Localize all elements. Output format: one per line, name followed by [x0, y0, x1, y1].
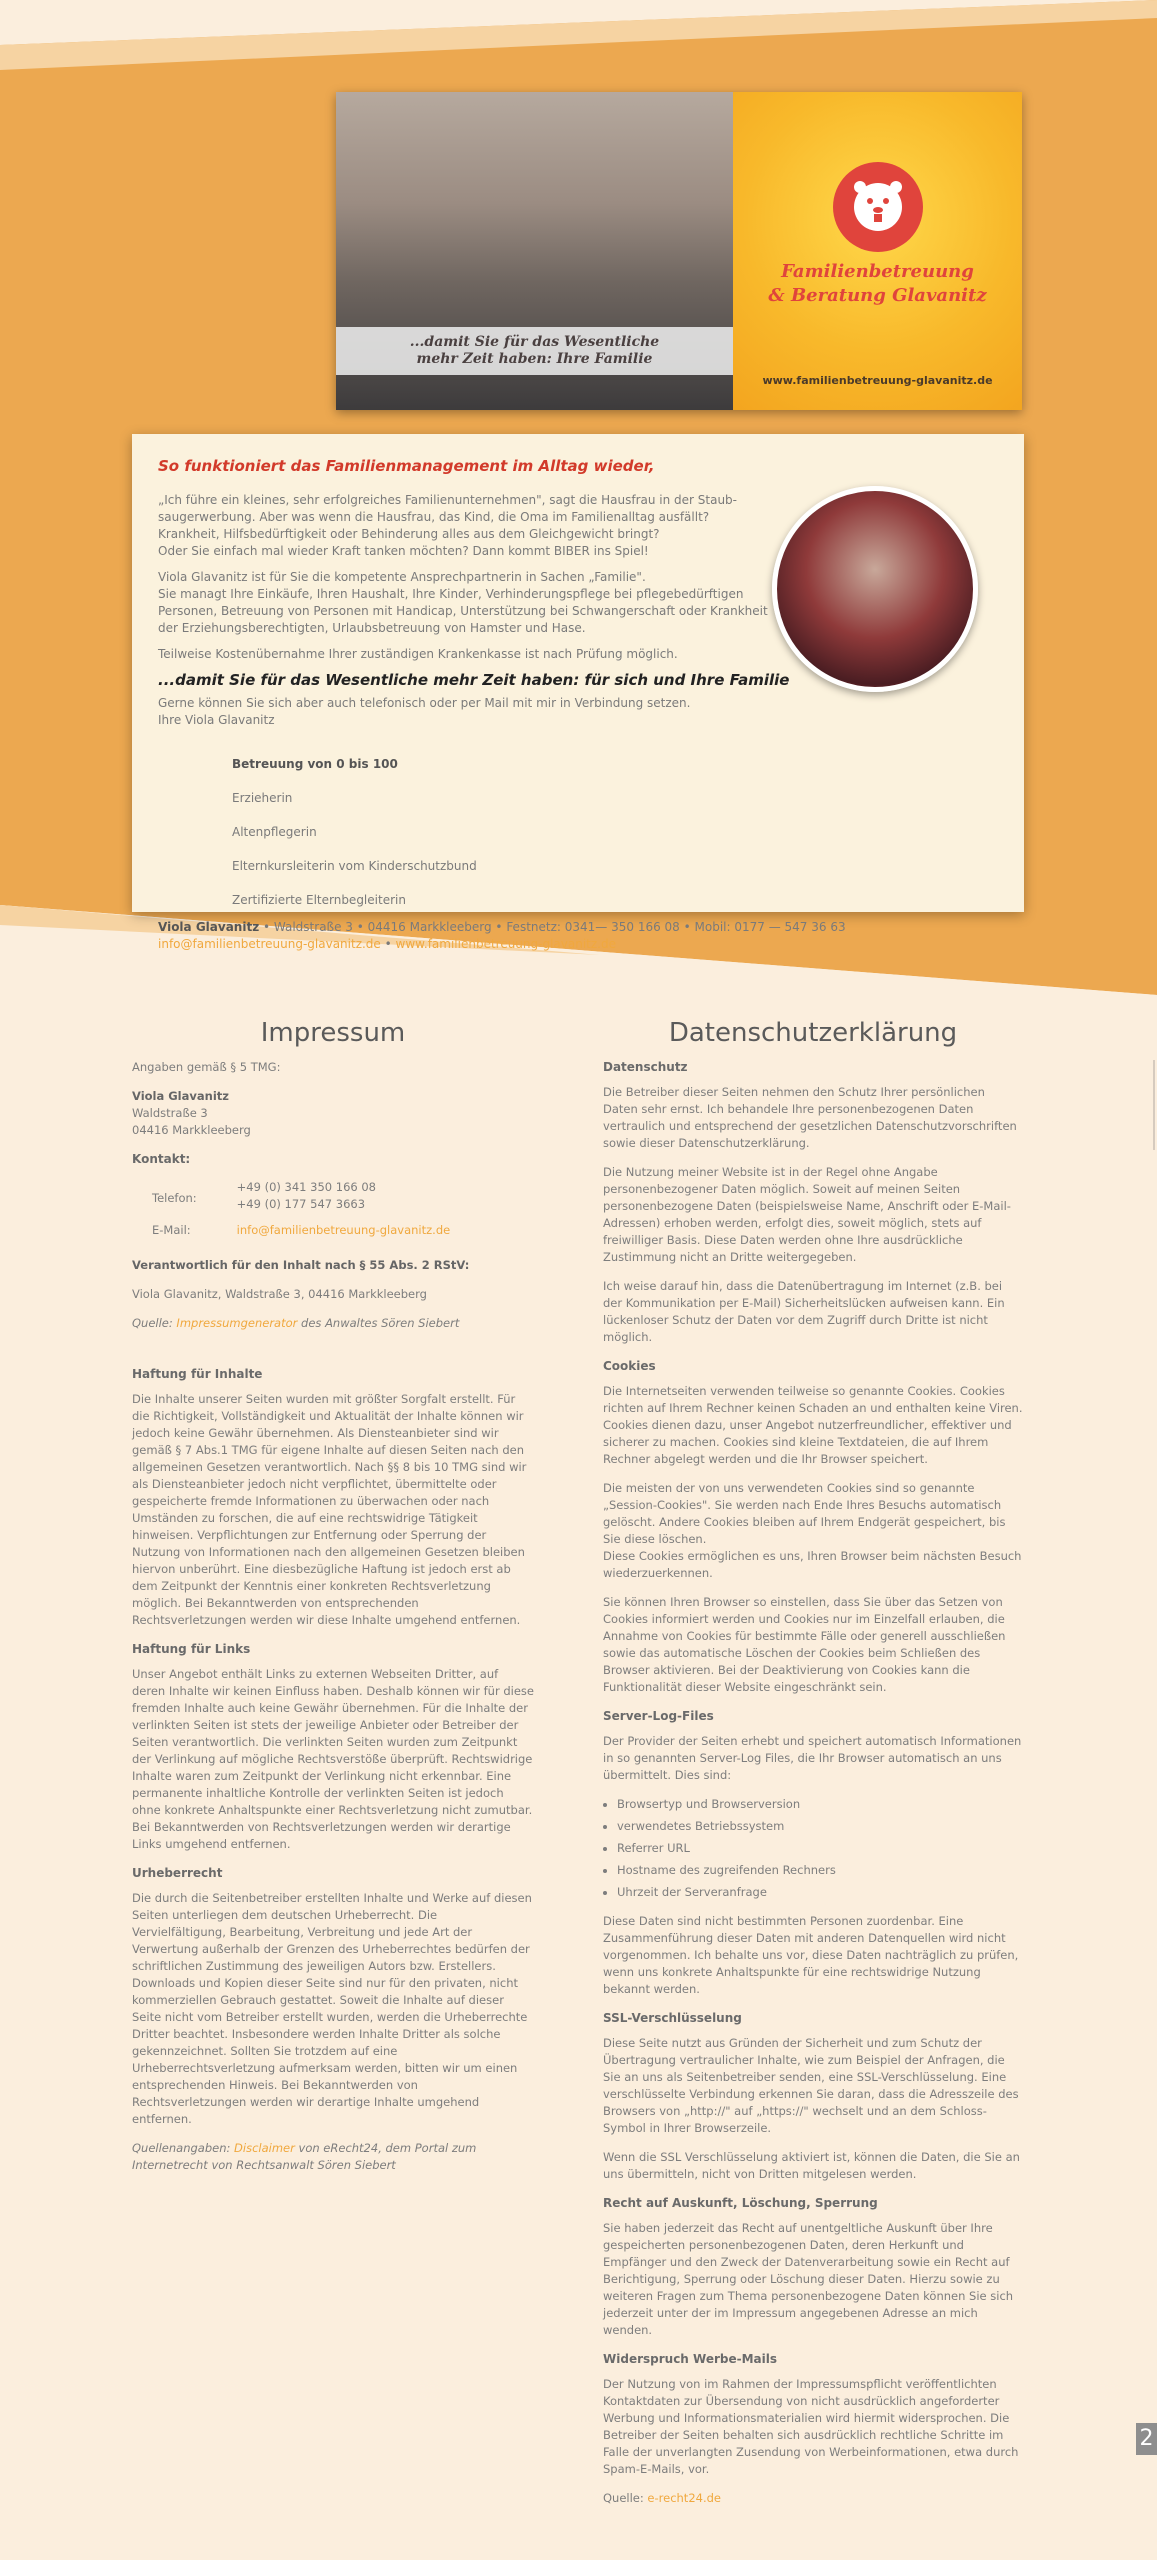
quelle-prefix: Quelle: — [132, 1316, 177, 1330]
server-log-heading: Server-Log-Files — [603, 1709, 714, 1723]
photo-caption: ...damit Sie für das Wesentliche mehr Zeit haben: Ihre Familie — [336, 327, 733, 375]
haftung-inhalte-text: Die Inhalte unserer Seiten wurden mit größter Sorgfalt erstellt. Für die Richtigkeit, Vollständigkeit und Aktualität der Inhalte können wir jedoch keine Gewähr übernehmen. Als Diensteanbieter sind wir gemäß § 7 Abs.1 TMG für eigene Inhalte auf diesen Seiten nach den allgemeinen Gesetzen verantwortlich. Nach §§ 8 bis 10 TMG sind wir als Diensteanbieter jedoch nicht verpflichtet, übermittelte oder gespeicherte fremde Informationen zu überwachen oder nach Umständen zu forschen, die auf eine rechtswidrige Tätigkeit hinweisen. Verpflichtungen zur Entfernung oder Sperrung der Nutzung von Informationen nach den allgemeinen Gesetzen bleiben hiervon unberührt. Eine diesbezügliche Haftung ist jedoch erst ab dem Zeitpunkt der Kenntnis einer konkreten Rechtsverletzung möglich. Bei Bekanntwerden von entsprechenden Rechtsverletzungen werden wir diese Inhalte umgehend entfernen. — [132, 1392, 527, 1627]
server-log-text: Diese Daten sind nicht bestimmten Personen zuordenbar. Eine Zusammenführung dieser Daten mit anderen Datenquellen wird nicht vorgenommen. Ich behalte uns vor, diese Daten nachträglich zu prüfen, wenn uns konkrete Anhaltspunkte für eine rechtswidrige Nutzung bekannt werden. — [603, 1914, 1019, 1996]
erecht24-link[interactable]: e-recht24.de — [647, 2491, 721, 2505]
tmg-text: Angaben gemäß § 5 TMG: — [132, 1060, 281, 1074]
qualifications-title: Betreuung von 0 bis 100 — [232, 757, 398, 771]
impressumgenerator-link[interactable]: Impressumgenerator — [176, 1316, 298, 1330]
list-item: • Uhrzeit der Serveranfrage — [617, 1884, 1023, 1901]
email-label: E-Mail: — [152, 1223, 191, 1237]
contact-table — [132, 1176, 450, 1245]
cookies-heading: Cookies — [603, 1359, 656, 1373]
intro-title: So funktioniert das Familienmanagement im Alltag wieder, — [158, 457, 655, 475]
cookies-text: Die Internetseiten verwenden teilweise so genannte Cookies. Cookies richten auf Ihrem Rechner keinen Schaden an und enthalten keine Viren. Cookies dienen dazu, unser Angebot nutzerfreundlicher, effektiver und sicherer zu machen. Cookies sind kleine Textdateien, die auf Ihrem Rechner abgelegt werden und die Ihr Browser speichert. — [603, 1384, 1023, 1466]
datenschutz-text: Die Betreiber dieser Seiten nehmen den Schutz Ihrer persönlichen Daten sehr ernst. Ich behandele Ihre personenbezogenen Daten vertraulich und entsprechend der gesetzlichen Datenschutzvorschriften sowie dieser Datenschutzerklärung. — [603, 1085, 1017, 1150]
qualification-item: Zertifizierte Elternbegleiterin — [232, 893, 406, 907]
website-link[interactable]: www.familienbetreuung-glavanitz.de — [395, 937, 616, 951]
logo-title: Familienbetreuung & Beratung Glavanitz — [768, 261, 987, 306]
contact-line — [158, 919, 878, 953]
list-item: • Referrer URL — [617, 1840, 1023, 1857]
list-item: • verwendetes Betriebssystem — [617, 1818, 1023, 1835]
address: Waldstraße 3 04416 Markkleeberg — [132, 1106, 251, 1137]
datenschutz-text: Ich weise darauf hin, dass die Datenübertragung im Internet (z.B. bei der Kommunikation per E-Mail) Sicherheitslücken aufweisen kann. Ein lückenloser Schutz der Daten vor dem Zugriff durch Dritte ist nicht möglich. — [603, 1279, 1005, 1344]
portrait-photo — [772, 486, 978, 692]
datenschutz-subheading: Datenschutz — [603, 1060, 688, 1074]
quelle-suffix: des Anwaltes Sören Siebert — [297, 1316, 460, 1330]
verantwortlich-text: Viola Glavanitz, Waldstraße 3, 04416 Markkleeberg — [132, 1287, 427, 1301]
auskunft-text: Sie haben jederzeit das Recht auf unentgeltliche Auskunft über Ihre gespeicherten personenbezogenen Daten, deren Herkunft und Empfänger und den Zweck der Datenverarbeitung sowie ein Recht auf Berichtigung, Sperrung oder Löschung dieser Daten. Hierzu sowie zu weiteren Fragen zum Thema personenbezogene Daten können Sie sich jederzeit unter der im Impressum angegebenen Adresse an mich wenden. — [603, 2221, 1014, 2337]
quellen-line — [132, 2140, 534, 2174]
intro-paragraph: „Ich führe ein kleines, sehr erfolgreiches Familienunternehmen", sagt die Hausfrau in der Staub- saugerwerbung. Aber was wenn die Hausfrau, das Kind, die Oma im Familienalltag ausfällt? Krankheit, Hilfsbedürftigkeit oder Behinderung alles aus dem Gleichgewicht bringt? Oder Sie einfach mal wieder Kraft tanken möchten? Dann kommt BIBER ins Spiel! — [158, 493, 738, 558]
email-link[interactable]: info@familienbetreuung-glavanitz.de — [236, 1223, 451, 1237]
family-photo — [336, 92, 733, 410]
intro-paragraph: Teilweise Kostenübernahme Ihrer zuständigen Krankenkasse ist nach Prüfung möglich. — [158, 647, 678, 661]
logo-panel — [733, 92, 1022, 410]
haftung-links-heading: Haftung für Links — [132, 1642, 251, 1656]
qualification-item: Erzieherin — [232, 791, 293, 805]
werbe-mails-text: Der Nutzung von im Rahmen der Impressumspflicht veröffentlichten Kontaktdaten zur Übersendung von nicht ausdrücklich angeforderter Werbung und Informationsmaterialien wird hiermit widersprochen. Die Betreiber der Seiten behalten sich ausdrücklich rechtliche Schritte im Falle der unverlangten Zusendung von Werbeinformationen, etwa durch Spam-E-Mails, vor. — [603, 2377, 1019, 2476]
owner-name: Viola Glavanitz — [132, 1089, 229, 1103]
logo-url: www.familienbetreuung-glavanitz.de — [762, 374, 993, 387]
hero-banner — [336, 92, 1022, 410]
contact-details: • Waldstraße 3 • 04416 Markkleeberg • Festnetz: 0341— 350 166 08 • Mobil: 0177 — 547 36 63 — [259, 920, 846, 934]
ssl-text: Wenn die SSL Verschlüsselung aktiviert ist, können die Daten, die Sie an uns übermitteln, nicht von Dritten mitgelesen werden. — [603, 2150, 1020, 2181]
qualification-item: Elternkursleiterin vom Kinderschutzbund — [232, 859, 477, 873]
intro-body — [158, 492, 878, 962]
intro-paragraph: Gerne können Sie sich aber auch telefonisch oder per Mail mit mir in Verbindung setzen. Ihre Viola Glavanitz — [158, 696, 691, 727]
intro-slogan: ...damit Sie für das Wesentliche mehr Zeit haben: für sich und Ihre Familie — [158, 671, 790, 689]
impressum-section — [132, 1015, 534, 2186]
email-link[interactable]: info@familienbetreuung-glavanitz.de — [158, 937, 381, 951]
impressum-heading: Impressum — [260, 1018, 406, 1048]
scroll-indicator[interactable] — [1153, 1060, 1155, 1150]
tel-label: Telefon: — [152, 1191, 197, 1205]
quelle-prefix: Quelle: — [603, 2491, 648, 2505]
datenschutz-heading: Datenschutzerklärung — [668, 1018, 958, 1048]
intro-card — [132, 434, 1024, 951]
ssl-heading: SSL-Verschlüsselung — [603, 2011, 742, 2025]
intro-paragraph: Viola Glavanitz ist für Sie die kompetente Ansprechpartnerin in Sachen „Familie". Sie managt Ihre Einkäufe, Ihren Haushalt, Ihre Kinder, Verhinderungspflege bei pflegebedürftigen Personen, Betreuung von Personen mit Handicap, Unterstützung bei Schwangerschaft oder Krankheit der Erziehungsberechtigten, Urlaubsbetreuung von Hamster und Hase. — [158, 570, 768, 635]
separator: • — [380, 937, 396, 951]
quelle-line — [603, 2490, 1023, 2507]
quelle-line — [132, 1315, 534, 1332]
server-log-text: Der Provider der Seiten erhebt und speichert automatisch Informationen in so genannten Server-Log Files, die Ihr Browser automatisch an uns übermittelt. Dies sind: — [603, 1734, 1022, 1782]
qualifications — [232, 739, 878, 909]
list-item: • Browsertyp und Browserversion — [617, 1796, 1023, 1813]
datenschutz-text: Die Nutzung meiner Website ist in der Regel ohne Angabe personenbezogener Daten möglich. Soweit auf meinen Seiten personenbezogene Daten (beispielsweise Name, Anschrift oder E-Mail-Adressen) erhoben werden, erfolgt dies, soweit möglich, stets auf freiwilliger Basis. Diese Daten werden ohne Ihre ausdrückliche Zustimmung nicht an Dritte weitergegeben. — [603, 1165, 1011, 1264]
quellen-suffix: von eRecht24, dem Portal zum Internetrecht von Rechtsanwalt Sören Siebert — [132, 2141, 477, 2172]
datenschutz-section — [603, 1015, 1023, 2519]
urheberrecht-heading: Urheberrecht — [132, 1866, 223, 1880]
quellen-prefix: Quellenangaben: — [132, 2141, 235, 2155]
auskunft-heading: Recht auf Auskunft, Löschung, Sperrung — [603, 2196, 878, 2210]
beaver-icon — [833, 162, 923, 252]
page-number-badge[interactable]: 2 — [1136, 2423, 1157, 2455]
kontakt-heading: Kontakt: — [132, 1152, 191, 1166]
cookies-text: Sie können Ihren Browser so einstellen, dass Sie über das Setzen von Cookies informiert werden und Cookies nur im Einzelfall erlauben, die Annahme von Cookies für bestimmte Fälle oder generell ausschließen sowie das automatische Löschen der Cookies beim Schließen des Browser aktivieren. Bei der Deaktivierung von Cookies kann die Funktionalität dieser Website eingeschränkt sein. — [603, 1595, 1006, 1694]
cookies-text: Die meisten der von uns verwendeten Cookies sind so genannte „Session-Cookies". Sie werden nach Ende Ihres Besuchs automatisch gelöscht. Andere Cookies bleiben auf Ihrem Endgerät gespeichert, bis Sie diese löschen. Diese Cookies ermöglichen es uns, Ihren Browser beim nächsten Besuch wiederzuerkennen. — [603, 1481, 1022, 1580]
haftung-links-text: Unser Angebot enthält Links zu externen Webseiten Dritter, auf deren Inhalte wir keinen Einfluss haben. Deshalb können wir für diese fremden Inhalte auch keine Gewähr übernehmen. Für die Inhalte der verlinkten Seiten ist stets der jeweilige Anbieter oder Betreiber der Seiten verantwortlich. Die verlinkten Seiten wurden zum Zeitpunkt der Verlinkung auf mögliche Rechtsverstöße überprüft. Rechtswidrige Inhalte waren zum Zeitpunkt der Verlinkung nicht erkennbar. Eine permanente inhaltliche Kontrolle der verlinkten Seiten ist jedoch ohne konkrete Anhaltspunkte einer Rechtsverletzung nicht zumutbar. Bei Bekanntwerden von Rechtsverletzungen werden wir derartige Links umgehend entfernen. — [132, 1667, 534, 1851]
verantwortlich-heading: Verantwortlich für den Inhalt nach § 55 Abs. 2 RStV: — [132, 1258, 470, 1272]
urheberrecht-text: Die durch die Seitenbetreiber erstellten Inhalte und Werke auf diesen Seiten unterliegen dem deutschen Urheberrecht. Die Vervielfältigung, Bearbeitung, Verbreitung und jede Art der Verwertung außerhalb der Grenzen des Urheberrechtes bedürfen der schriftlichen Zustimmung des jeweiligen Autors bzw. Erstellers. Downloads und Kopien dieser Seite sind nur für den privaten, nicht kommerziellen Gebrauch gestattet. Soweit die Inhalte auf dieser Seite nicht vom Betreiber erstellt wurden, werden die Urheberrechte Dritter beachtet. Insbesondere werden Inhalte Dritter als solche gekennzeichnet. Sollten Sie trotzdem auf eine Urheberrechtsverletzung aufmerksam werden, bitten wir um einen entsprechenden Hinweis. Bei Bekanntwerden von Rechtsverletzungen werden wir derartige Inhalte umgehend entfernen. — [132, 1891, 532, 2126]
list-item: • Hostname des zugreifenden Rechners — [617, 1862, 1023, 1879]
contact-name: Viola Glavanitz — [158, 920, 260, 934]
disclaimer-link[interactable]: Disclaimer — [234, 2141, 295, 2155]
werbe-mails-heading: Widerspruch Werbe-Mails — [603, 2352, 778, 2366]
tel-value: +49 (0) 341 350 166 08 +49 (0) 177 547 3663 — [236, 1180, 376, 1211]
server-log-list — [603, 1796, 1023, 1901]
impressum-address — [132, 1088, 534, 1139]
ssl-text: Diese Seite nutzt aus Gründen der Sicherheit und zum Schutz der Übertragung vertraulicher Inhalte, wie zum Beispiel der Anfragen, die Sie an uns als Seitenbetreiber senden, eine SSL-Verschlüsselung. Eine verschlüsselte Verbindung erkennen Sie daran, dass die Adresszeile des Browsers von „http://" auf „https://" wechselt und an dem Schloss-Symbol in Ihrer Browserzeile. — [603, 2036, 1019, 2135]
haftung-inhalte-heading: Haftung für Inhalte — [132, 1367, 263, 1381]
qualification-item: Altenpflegerin — [232, 825, 317, 839]
